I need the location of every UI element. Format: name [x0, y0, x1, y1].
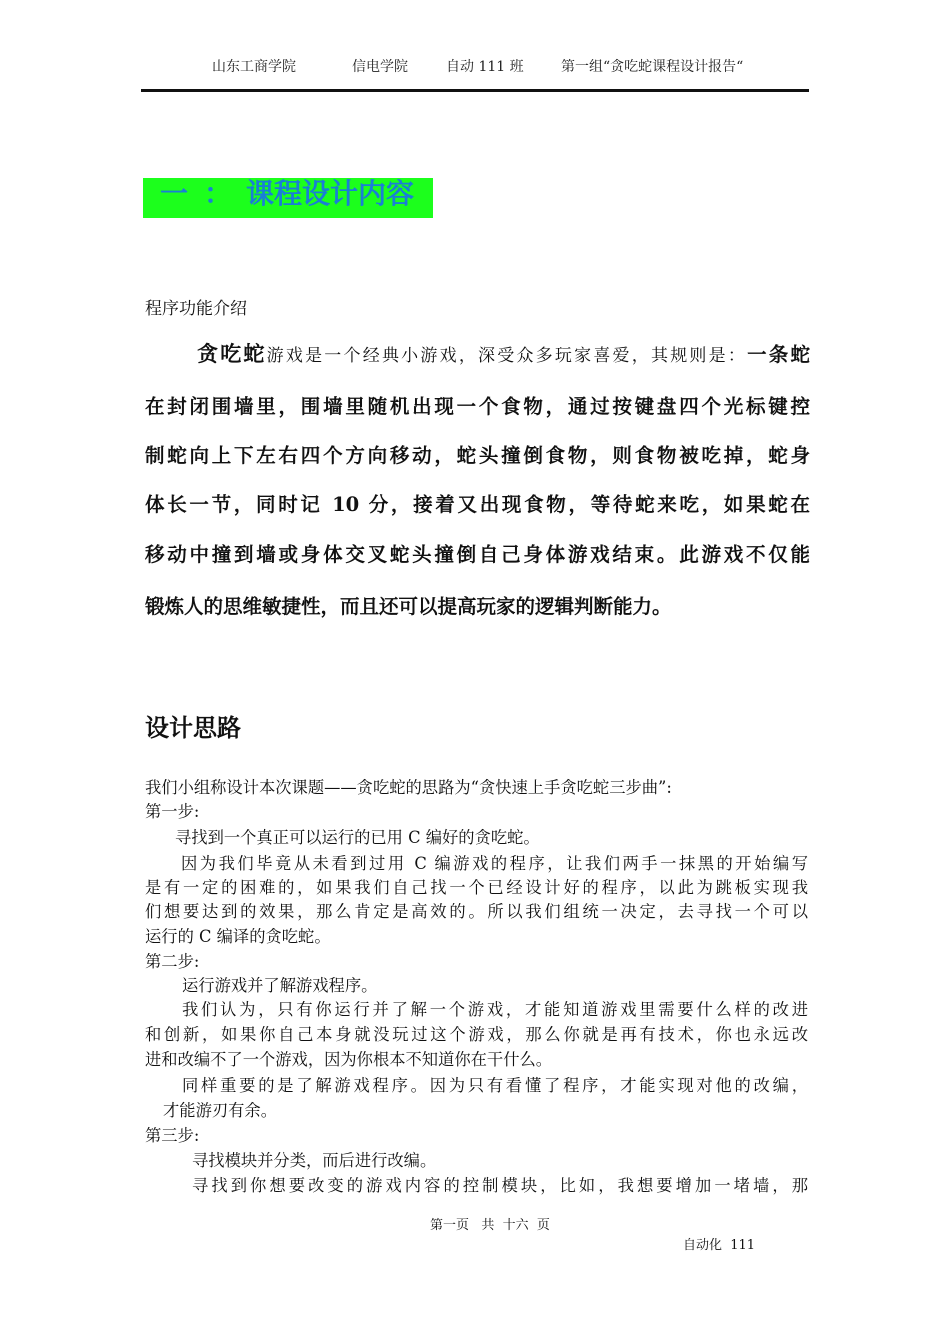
- step3-head: 寻找模块并分类，而后进行改编。: [192, 1151, 437, 1170]
- intro-normal-text: 游戏是一个经典小游戏，深受众多玩家喜爱，其规则是：: [266, 346, 748, 366]
- step3-paragraph-line: 寻找到你想要改变的游戏内容的控制模块，比如，我想要增加一堵墙，那: [192, 1176, 808, 1195]
- intro-bold-text: 一条蛇: [747, 343, 810, 366]
- section-colon: ：: [204, 177, 233, 210]
- step1-label: 第一步:: [145, 802, 200, 821]
- step2-paragraph-line: 进和改编不了一个游戏，因为你根本不知道你在干什么。: [145, 1050, 553, 1069]
- step2-paragraph-line: 才能游刃有余。: [163, 1101, 277, 1120]
- step1-paragraph-line: 因为我们毕竟从未看到过用 C 编游戏的程序，让我们两手一抹黑的开始编写: [181, 854, 808, 873]
- step2-paragraph-line: 我们认为，只有你运行并了解一个游戏，才能知道游戏里需要什么样的改进: [182, 1000, 808, 1019]
- header-divider: [141, 89, 809, 92]
- section-title: 课程设计内容: [246, 177, 415, 210]
- intro-paragraph-line: 在封闭围墙里，围墙里随机出现一个食物，通过按键盘四个光标键控: [145, 395, 810, 418]
- step1-head: 寻找到一个真正可以运行的已用 C 编好的贪吃蛇。: [175, 828, 540, 847]
- intro-paragraph-line: [145, 338, 810, 368]
- intro-paragraph-line: 制蛇向上下左右四个方向移动，蛇头撞倒食物，则食物被吃掉，蛇身: [145, 444, 810, 467]
- step2-head: 运行游戏并了解游戏程序。: [182, 976, 378, 995]
- header-school: 山东工商学院: [212, 59, 296, 75]
- step1-paragraph-line: 们想要达到的效果，那么肯定是高效的。所以我们组统一决定，去寻找一个可以: [145, 902, 808, 921]
- intro-paragraph-line: 移动中撞到墙或身体交叉蛇头撞倒自己身体游戏结束。此游戏不仅能: [145, 543, 810, 566]
- intro-paragraph-line: 体长一节，同时记 10 分，接着又出现食物，等待蛇来吃，如果蛇在: [145, 493, 810, 516]
- header-class: 自动 111 班: [446, 59, 524, 75]
- footer-class: 自动化 111: [683, 1238, 756, 1253]
- page-number: 第一页 共 十六 页: [430, 1218, 550, 1233]
- design-heading: 设计思路: [145, 714, 241, 742]
- intro-label: 程序功能介绍: [145, 299, 247, 319]
- step2-label: 第二步:: [145, 952, 200, 971]
- header-report-title: 第一组“贪吃蛇课程设计报告“: [561, 59, 744, 75]
- step3-label: 第三步:: [145, 1126, 200, 1145]
- header-college: 信电学院: [352, 59, 408, 75]
- step2-paragraph-line: 同样重要的是了解游戏程序。因为只有看懂了程序，才能实现对他的改编，: [182, 1076, 808, 1095]
- step1-paragraph-line: 运行的 C 编译的贪吃蛇。: [145, 927, 331, 946]
- step2-paragraph-line: 和创新，如果你自己本身就没玩过这个游戏，那么你就是再有技术，你也永远改: [145, 1025, 808, 1044]
- intro-paragraph-line: 锻炼人的思维敏捷性，而且还可以提高玩家的逻辑判断能力。: [145, 595, 672, 618]
- design-intro: 我们小组称设计本次课题——贪吃蛇的思路为“贪快速上手贪吃蛇三步曲”:: [145, 778, 672, 797]
- step1-paragraph-line: 是有一定的困难的，如果我们自己找一个已经设计好的程序，以此为跳板实现我: [145, 878, 808, 897]
- game-name: 贪吃蛇: [197, 341, 267, 366]
- section-number: 一: [160, 177, 189, 210]
